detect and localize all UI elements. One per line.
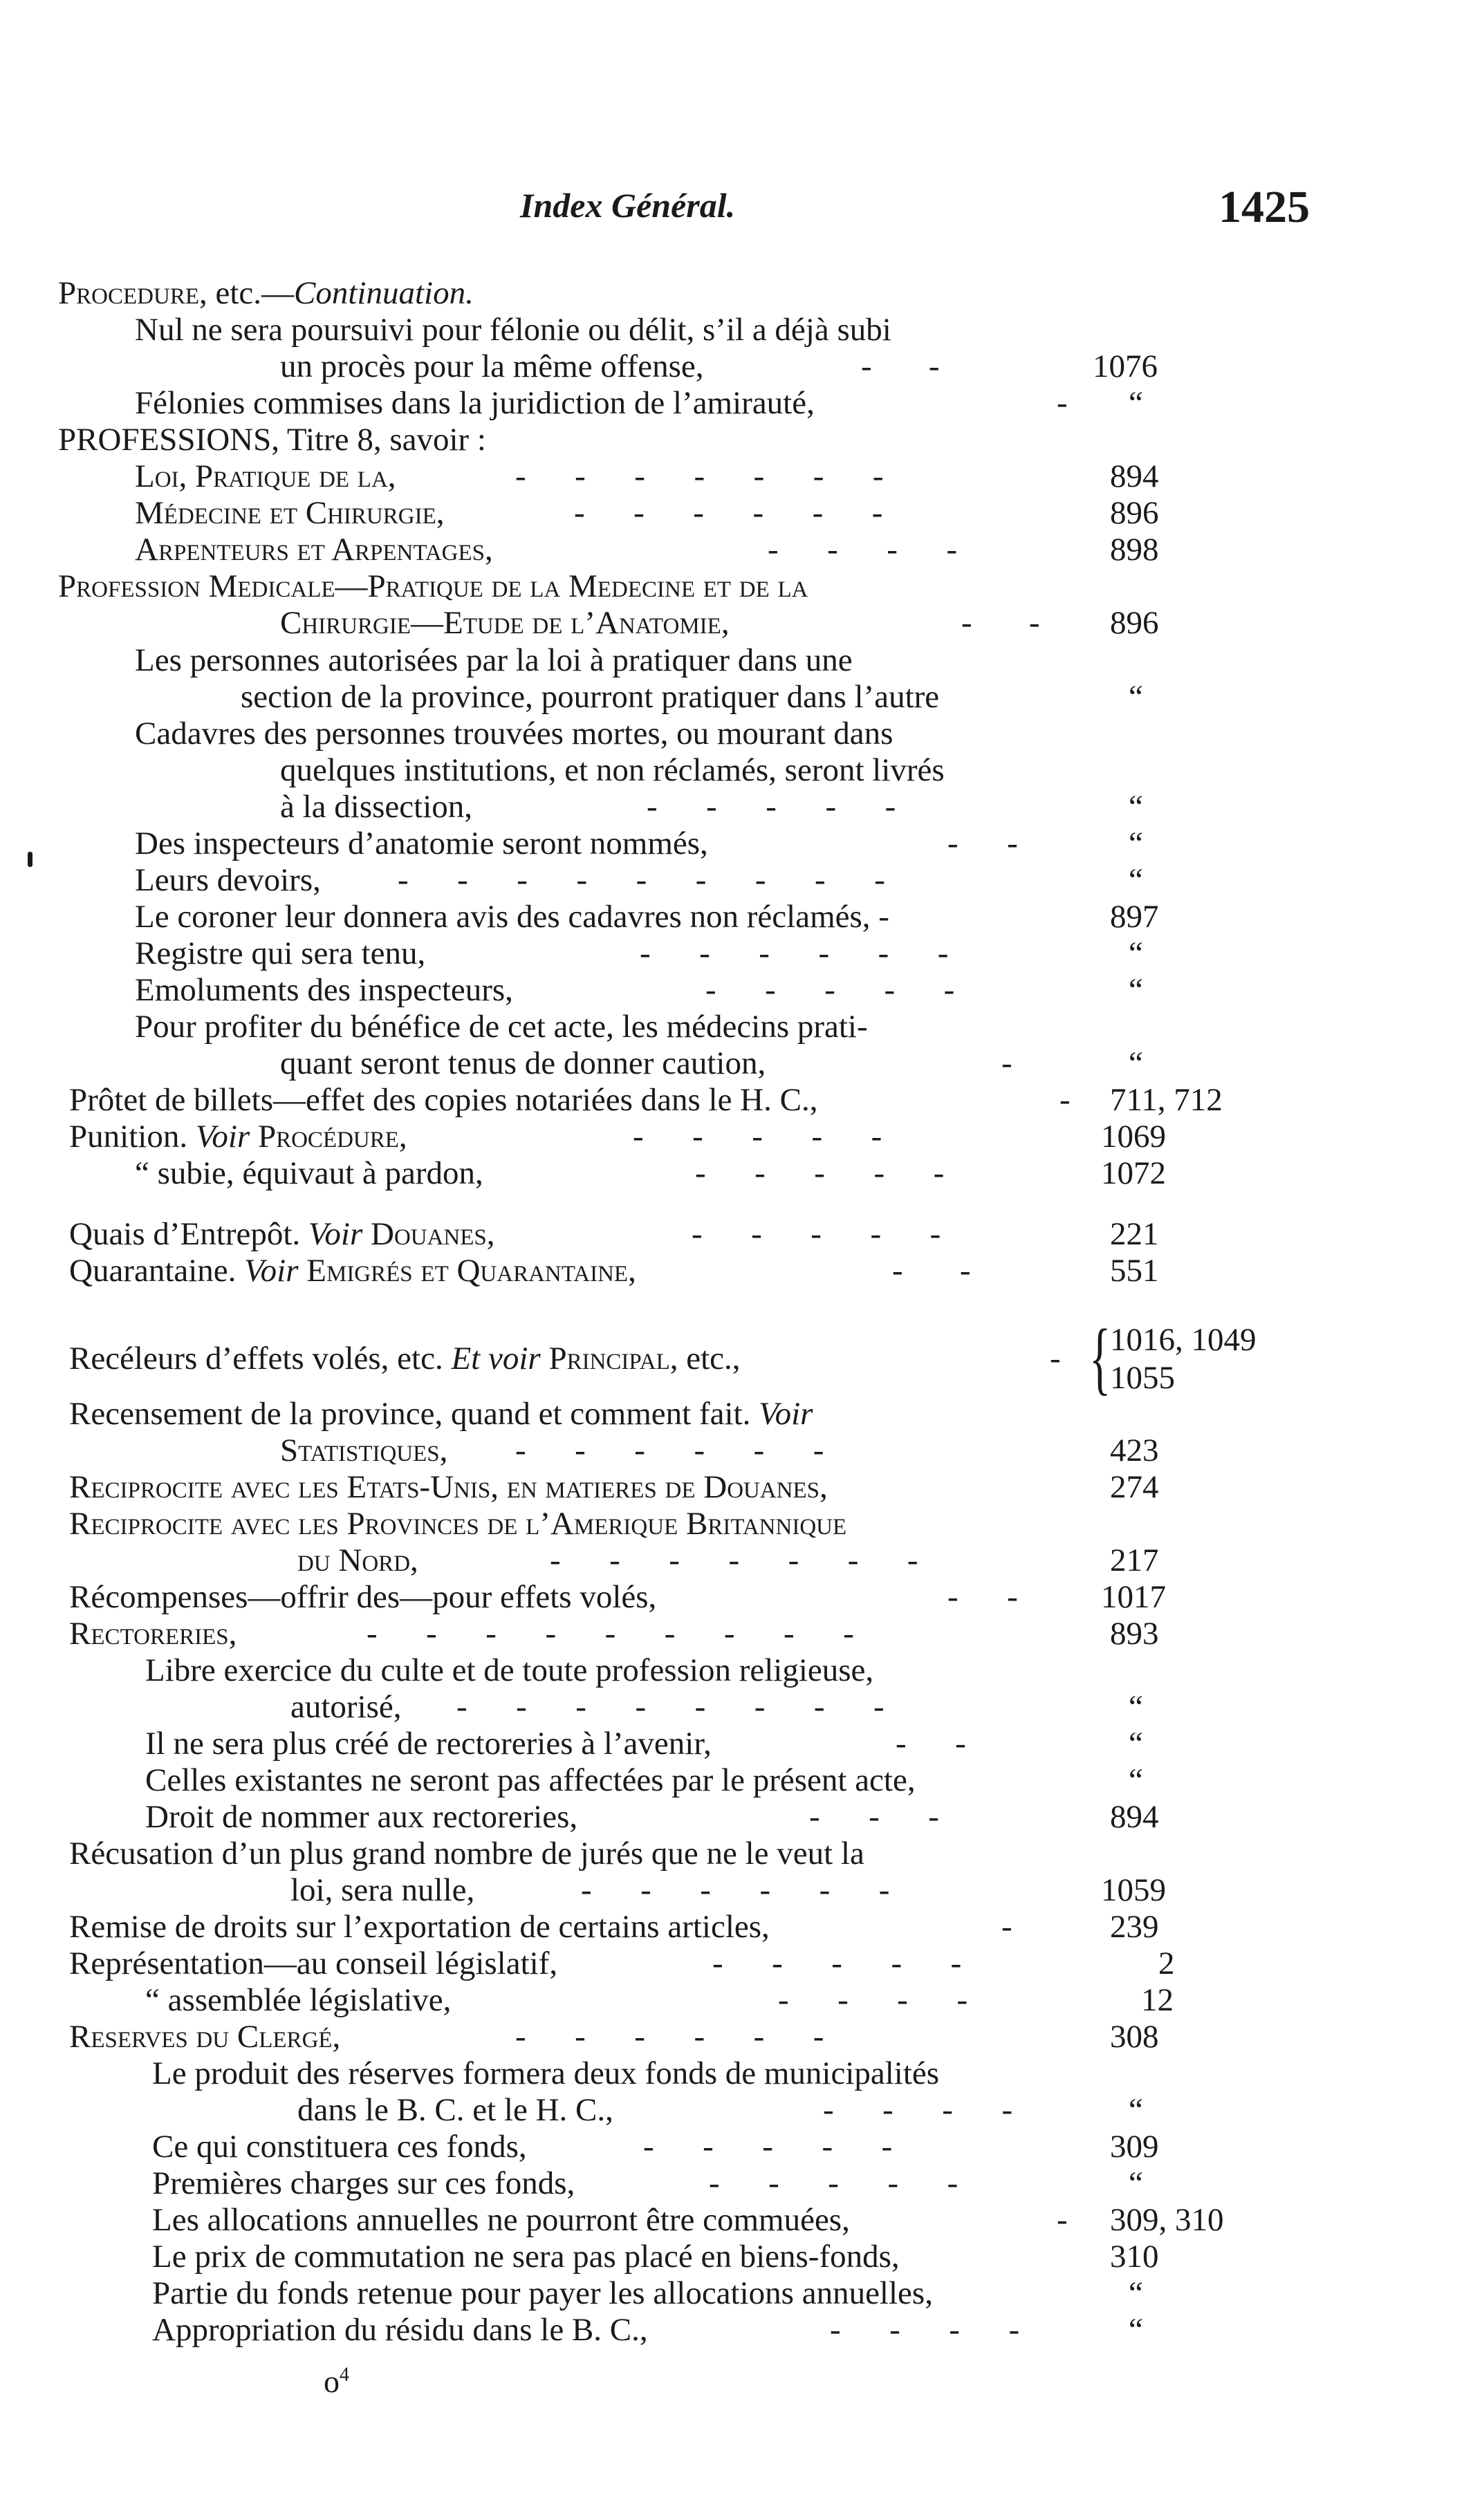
dot-leader: - - - - - - - - <box>456 1689 884 1725</box>
page-reference: 1069 <box>1101 1119 1166 1155</box>
entry-text: PROFESSIONS, Titre 8, savoir : <box>58 422 486 458</box>
page-reference: “ <box>1129 2165 1143 2201</box>
entry-text: Représentation—au conseil législatif, <box>69 1945 558 1981</box>
page-reference: “ <box>1129 862 1143 898</box>
page-reference: “ <box>1129 1762 1143 1798</box>
entry-text: Principal, <box>548 1341 678 1376</box>
dot-leader: - - - - - - - - - <box>367 1616 854 1652</box>
page-reference: “ <box>1129 385 1143 421</box>
index-line <box>69 1615 237 1652</box>
page-reference: “ <box>1129 789 1143 825</box>
page-reference: “ <box>1129 972 1143 1008</box>
page-reference: “ <box>1129 1726 1143 1762</box>
index-line <box>290 1688 402 1726</box>
index-line <box>69 1118 407 1155</box>
page-number: 1425 <box>1219 182 1310 232</box>
entry-text: Le produit des réserves formera deux fonds de municipalités <box>152 2055 940 2091</box>
page-reference: “ <box>1129 679 1143 715</box>
entry-text: “ subie, équivaut à pardon, <box>135 1155 483 1191</box>
index-line <box>69 1468 828 1506</box>
dot-leader: - - - - - <box>709 2165 958 2201</box>
entry-text: Voir <box>244 1253 299 1289</box>
brace-symbol: { <box>1089 1312 1111 1403</box>
page-reference: 898 <box>1110 532 1159 568</box>
entry-text: Droit de nommer aux rectoreries, <box>145 1799 578 1835</box>
index-line <box>145 1725 712 1762</box>
margin-mark <box>28 852 33 867</box>
dot-leader: - - - - - - <box>515 2019 824 2055</box>
entry-text: Le coroner leur donnera avis des cadavres non réclamés, - <box>135 899 889 935</box>
brace-ref-second: 1055 <box>1110 1360 1175 1396</box>
dot-leader: - - - - - <box>692 1216 941 1252</box>
entry-text: Reserves du Clergé, <box>69 2019 341 2055</box>
entry-text: Il ne sera plus créé de rectoreries à l’avenir, <box>145 1726 712 1762</box>
page-reference: 896 <box>1110 495 1159 531</box>
entry-text: Voir <box>759 1396 813 1432</box>
entry-text: Voir <box>195 1119 250 1155</box>
index-line <box>135 861 321 899</box>
index-line <box>69 1945 557 1982</box>
index-line <box>135 971 513 1009</box>
index-line <box>135 311 891 348</box>
dot-leader: - - - - - <box>643 2129 893 2165</box>
index-line <box>69 1081 817 1119</box>
index-line <box>135 1008 868 1045</box>
page-reference: “ <box>1129 1689 1143 1725</box>
entry-text: Des inspecteurs d’anatomie seront nommés, <box>135 825 708 861</box>
index-line <box>152 2055 939 2092</box>
dot-leader: - - - - <box>768 532 958 568</box>
index-line <box>280 348 704 385</box>
dot-leader: - - - - <box>778 1982 968 2018</box>
signature-mark <box>324 2363 349 2400</box>
entry-text: Douanes, <box>371 1216 495 1252</box>
index-line <box>58 421 486 458</box>
entry-text: Celles existantes ne seront pas affectées par le présent acte, <box>145 1762 916 1798</box>
entry-text: Pour profiter du bénéfice de cet acte, les médecins prati- <box>135 1009 868 1045</box>
entry-text: Le prix de commutation ne sera pas placé en biens-fonds, <box>152 2239 900 2275</box>
index-line <box>69 1908 770 1945</box>
signature-letter: o <box>324 2364 340 2399</box>
dot-leader: - - - - - - <box>574 495 883 531</box>
entry-text: Médecine et Chirurgie, <box>135 495 445 531</box>
index-line <box>69 1835 864 1872</box>
dot-leader: - - <box>892 1253 971 1289</box>
entry-text: Recensement de la province, quand et comment fait. <box>69 1396 759 1432</box>
dot-leader: - - <box>947 1579 1018 1615</box>
index-line <box>58 274 474 312</box>
index-line <box>152 2165 575 2202</box>
page-reference: 711, 712 <box>1110 1082 1223 1118</box>
page-reference: 274 <box>1110 1469 1159 1505</box>
page-reference: 1076 <box>1093 348 1158 384</box>
entry-text: Loi, Pratique de la, <box>135 458 396 494</box>
dot-leader: - - - - - - <box>640 935 949 971</box>
entry-text: Appropriation du résidu dans le B. C., <box>152 2312 648 2348</box>
signature-number: 4 <box>340 2364 349 2386</box>
entry-text: Statistiques, <box>280 1432 448 1468</box>
dot-leader: - <box>1001 1045 1012 1081</box>
page-reference: 897 <box>1110 899 1159 935</box>
page-reference: 309, 310 <box>1110 2202 1224 2238</box>
index-line <box>280 1045 766 1082</box>
page-reference: 1072 <box>1101 1155 1166 1191</box>
entry-text: Registre qui sera tenu, <box>135 935 426 971</box>
index-line <box>152 2201 850 2239</box>
index-line <box>280 604 730 642</box>
entry-text: Voir <box>308 1216 363 1252</box>
running-title: Index Général. <box>520 186 736 225</box>
page-reference: 12 <box>1141 1982 1174 2018</box>
entry-text: Récusation d’un plus grand nombre de jurés que ne le veut la <box>69 1836 864 1872</box>
entry-text: Rectoreries, <box>69 1616 237 1652</box>
index-line <box>145 1652 873 1689</box>
dot-leader: - - - - - - - - - <box>398 862 885 898</box>
dot-leader: - <box>1057 385 1068 421</box>
index-line <box>152 2275 933 2312</box>
entry-text: Les allocations annuelles ne pourront être commuées, <box>152 2202 850 2238</box>
index-line <box>297 2091 613 2129</box>
index-line <box>135 458 396 495</box>
dot-leader: - - - - - - <box>515 1432 824 1468</box>
index-line <box>145 1981 451 2019</box>
page-reference: “ <box>1129 825 1143 861</box>
entry-text: Partie du fonds retenue pour payer les allocations annuelles, <box>152 2275 933 2311</box>
page-reference: “ <box>1129 2312 1143 2348</box>
entry-text: Recéleurs d’effets volés, etc. <box>69 1341 452 1376</box>
entry-text: Procedure <box>58 275 199 311</box>
index-line <box>135 1155 483 1192</box>
entry-text: Punition. <box>69 1119 196 1155</box>
entry-text <box>250 1119 258 1155</box>
dot-leader: - - <box>896 1726 966 1762</box>
entry-text: Premières charges sur ces fonds, <box>152 2165 575 2201</box>
entry-text: quelques institutions, et non réclamés, seront livrés <box>280 752 945 788</box>
dot-leader: - - - - - - <box>581 1872 890 1908</box>
index-line <box>135 384 815 422</box>
page-reference: 239 <box>1110 1909 1159 1945</box>
entry-text: Quais d’Entrepôt. <box>69 1216 308 1252</box>
entry-text: Ce qui constituera ces fonds, <box>152 2129 527 2165</box>
entry-text: du Nord, <box>297 1542 418 1578</box>
entry-text: Nul ne sera poursuivi pour félonie ou délit, s’il a déjà subi <box>135 312 891 348</box>
entry-text: Reciprocite avec les Etats-Unis, en matieres de Douanes, <box>69 1469 828 1505</box>
index-line <box>280 752 945 789</box>
page-reference: 308 <box>1110 2019 1159 2055</box>
entry-text: Reciprocite avec les Provinces de l’Amerique Britannique <box>69 1506 847 1542</box>
entry-text: Récompenses—offrir des—pour effets volés, <box>69 1579 657 1615</box>
dot-leader: - <box>1057 2202 1068 2238</box>
entry-text <box>299 1253 307 1289</box>
page-reference: 1017 <box>1101 1579 1166 1615</box>
entry-text: loi, sera nulle, <box>290 1872 475 1908</box>
index-line <box>135 494 445 532</box>
index-line <box>280 788 472 825</box>
dot-leader: - <box>1059 1082 1071 1118</box>
page-reference: 217 <box>1110 1542 1159 1578</box>
entry-text: Quarantaine. <box>69 1253 245 1289</box>
dot-leader: - - - - <box>830 2312 1020 2348</box>
entry-text: dans le B. C. et le H. C., <box>297 2092 613 2128</box>
page-reference: 893 <box>1110 1616 1159 1652</box>
dot-leader: - - - - - - - <box>515 458 884 494</box>
entry-text: un procès pour la même offense, <box>280 348 704 384</box>
page-reference: “ <box>1129 1045 1143 1081</box>
index-line <box>145 1762 916 1799</box>
entry-text: à la dissection, <box>280 789 473 825</box>
index-line <box>69 1252 636 1289</box>
index-line <box>135 825 708 862</box>
dot-leader: - - - - - <box>695 1155 945 1191</box>
index-line <box>69 1505 846 1542</box>
entry-text: Prôtet de billets—effet des copies notariées dans le H. C., <box>69 1082 818 1118</box>
index-line <box>241 678 939 716</box>
page-reference: 2 <box>1158 1945 1175 1981</box>
index-line <box>58 568 808 605</box>
page-reference: 221 <box>1110 1216 1159 1252</box>
page-reference: “ <box>1129 935 1143 971</box>
page-reference: 551 <box>1110 1253 1159 1289</box>
page-reference: 309 <box>1110 2129 1159 2165</box>
index-line <box>135 715 893 752</box>
brace-ref-first: 1016, 1049 <box>1110 1322 1257 1358</box>
entry-text <box>541 1341 549 1376</box>
page-reference: 894 <box>1110 458 1159 494</box>
index-line <box>135 642 853 679</box>
dot-leader: - - <box>961 605 1040 641</box>
dot-leader: - - - - <box>823 2092 1013 2128</box>
entry-text: Emoluments des inspecteurs, <box>135 972 513 1008</box>
dot-leader: - - - - - <box>633 1119 882 1155</box>
index-line <box>135 898 889 935</box>
index-line <box>152 2128 527 2165</box>
entry-text <box>362 1216 371 1252</box>
dot-leader: - - - - - <box>647 789 896 825</box>
page-reference: 896 <box>1110 605 1159 641</box>
index-line <box>135 935 425 972</box>
page-reference: 310 <box>1110 2239 1159 2275</box>
entry-text: Félonies commises dans la juridiction de l’amirauté, <box>135 385 815 421</box>
index-line <box>135 531 493 568</box>
entry-text: “ assemblée législative, <box>145 1982 452 2018</box>
entry-text: Les personnes autorisées par la loi à pratiquer dans une <box>135 642 853 678</box>
index-line <box>297 1542 418 1579</box>
dot-leader: - - - - - <box>705 972 955 1008</box>
entry-text: Libre exercice du culte et de toute profession religieuse, <box>145 1652 874 1688</box>
dot-leader: - - <box>947 825 1018 861</box>
index-line <box>69 1340 741 1377</box>
dot-leader: - <box>1050 1341 1061 1376</box>
index-line <box>69 1395 813 1432</box>
index-line <box>69 1578 656 1616</box>
entry-text: Leurs devoirs, <box>135 862 321 898</box>
page-reference: “ <box>1129 2092 1143 2128</box>
page-reference: “ <box>1129 2275 1143 2311</box>
entry-text: Arpenteurs et Arpentages, <box>135 532 493 568</box>
index-line <box>290 1872 474 1909</box>
page-reference: 1059 <box>1101 1872 1166 1908</box>
entry-text: Remise de droits sur l’exportation de certains articles, <box>69 1909 770 1945</box>
page-reference: 894 <box>1110 1799 1159 1835</box>
entry-text: Chirurgie—Etude de l’Anatomie, <box>280 605 730 641</box>
dot-leader: - - - <box>809 1799 939 1835</box>
index-line <box>69 1215 495 1253</box>
entry-text: section de la province, pourront pratiquer dans l’autre <box>241 679 940 715</box>
dot-leader: - - - - - <box>712 1945 962 1981</box>
index-line <box>145 1798 577 1836</box>
entry-text: Cadavres des personnes trouvées mortes, ou mourant dans <box>135 716 893 752</box>
index-line <box>280 1432 447 1469</box>
entry-text: quant seront tenus de donner caution, <box>280 1045 766 1081</box>
entry-text: autorisé, <box>290 1689 402 1725</box>
dot-leader: - <box>1001 1909 1012 1945</box>
dot-leader: - - <box>861 348 940 384</box>
entry-text: Et voir <box>451 1341 541 1376</box>
index-line <box>152 2311 648 2349</box>
entry-text: Continuation. <box>294 275 474 311</box>
entry-text: Profession Medicale—Pratique de la Medecine et de la <box>58 568 808 604</box>
entry-text: , etc.— <box>198 275 295 311</box>
entry-text: Emigrés et Quarantaine, <box>306 1253 636 1289</box>
entry-text: etc., <box>678 1341 741 1376</box>
page-reference: 423 <box>1110 1432 1159 1468</box>
index-line <box>152 2238 900 2275</box>
entry-text: Procédure, <box>257 1119 407 1155</box>
index-line <box>69 2018 340 2055</box>
dot-leader: - - - - - - - <box>550 1542 918 1578</box>
